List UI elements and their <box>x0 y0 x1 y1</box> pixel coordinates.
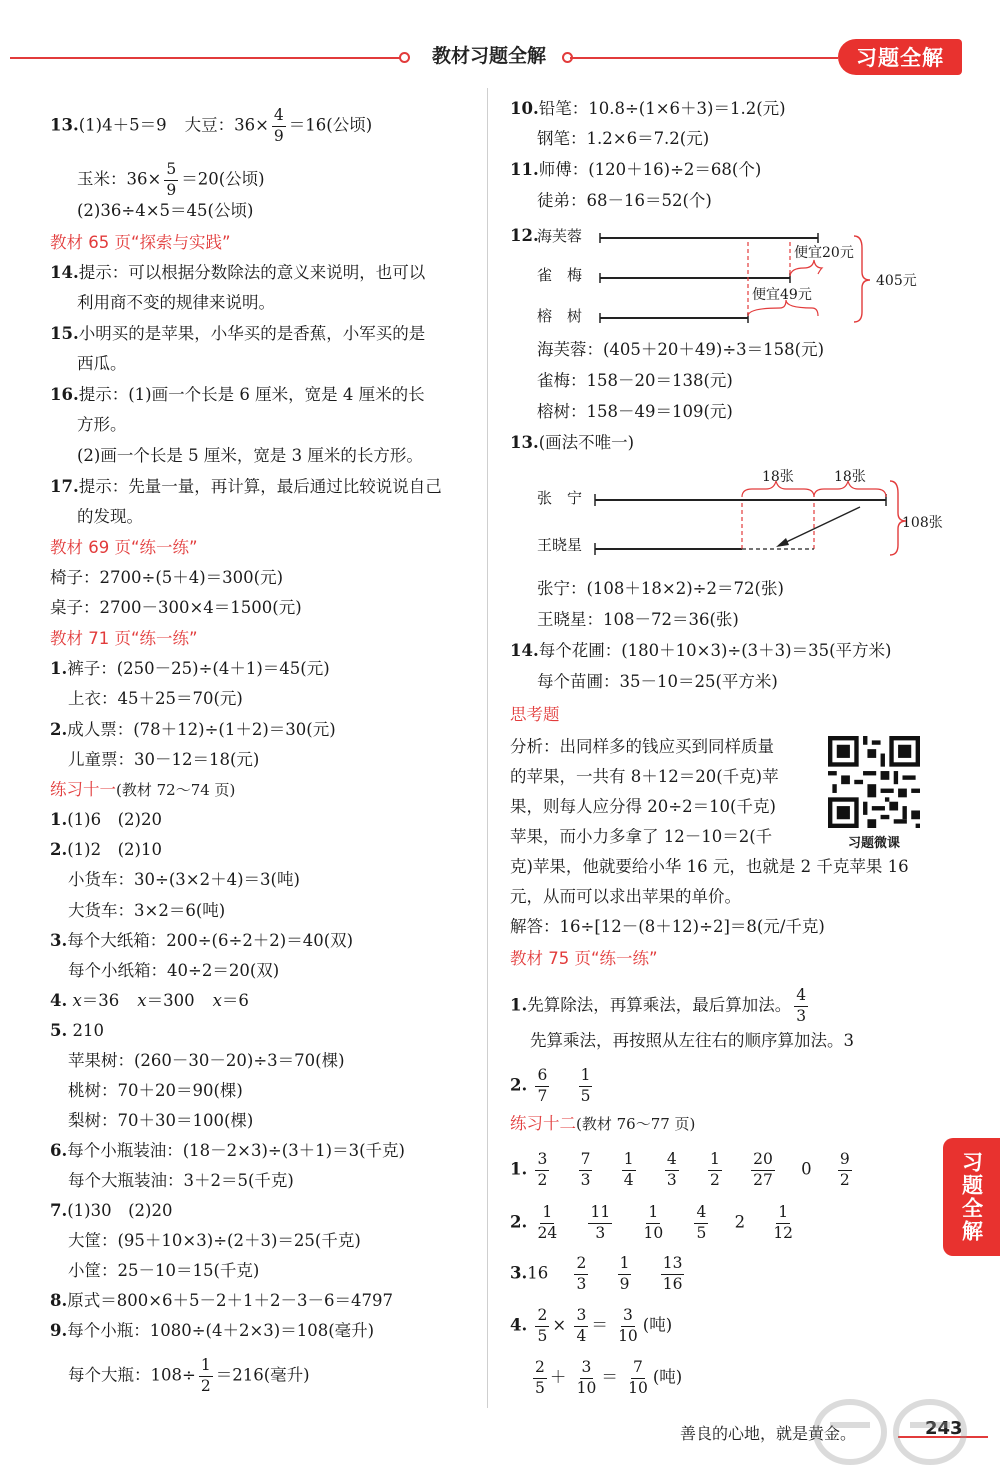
think-analysis-3: 果，则每人应分得 20÷2＝10(千克) <box>510 797 776 816</box>
left-e7-line1: 7.(1)30 (2)20 <box>50 1201 173 1220</box>
diagram12-label-2: 雀 梅 <box>537 266 583 284</box>
side-tab: 习题全解 <box>943 1138 1000 1256</box>
fraction: $\frac{4}{3}$ <box>796 986 807 1025</box>
header-rule-right <box>570 57 838 59</box>
right-r10-line2: 钢笔：1.2×6＝7.2(元) <box>537 129 710 148</box>
fraction: $\frac{5}{9}$ <box>166 160 177 199</box>
section-heading-ex11: 练习十一(教材 72～74 页) <box>50 780 236 799</box>
left-e9-line2: 每个大瓶：108÷ $\frac{1}{2}$ ＝216(毫升) <box>68 1356 310 1395</box>
section-heading-think: 思考题 <box>510 705 560 724</box>
right-x2: 2. $\frac{1}{24}$ $\frac{11}{3}$ $\frac{1}{10}$ $\frac{4}{5}$ 2 $\frac{1}{12}$ <box>510 1203 794 1242</box>
left-e3-line2: 每个小纸箱：40÷2＝20(双) <box>68 961 280 980</box>
fraction: $\frac{1}{4}$ <box>623 1150 634 1189</box>
fraction: $\frac{2}{5}$ <box>537 1306 548 1345</box>
left-q13-line3: (2)36÷4×5＝45(公顷) <box>77 201 254 220</box>
fraction: $\frac{1}{24}$ <box>537 1203 558 1242</box>
section-heading-69: 教材 69 页“练一练” <box>50 538 198 557</box>
fraction: $\frac{4}{9}$ <box>273 106 284 145</box>
fraction: $\frac{2}{3}$ <box>576 1254 587 1293</box>
fraction: $\frac{1}{2}$ <box>709 1150 720 1189</box>
fraction: $\frac{3}{4}$ <box>576 1306 587 1345</box>
diagram12-label-1: 海芙蓉 <box>537 227 583 245</box>
left-q15-line1: 15.小明买的是苹果，小华买的是香蕉，小军买的是 <box>50 324 426 343</box>
right-r12-ans2: 雀梅：158－20＝138(元) <box>537 371 733 390</box>
left-e7-line3: 小筐：25－10＝15(千克) <box>68 1261 260 1280</box>
diagram13-label-18b: 18张 <box>834 469 866 485</box>
left-e6-line2: 每个大瓶装油：3＋2＝5(千克) <box>68 1171 294 1190</box>
right-s1-line1: 1.先算除法，再算乘法，最后算加法。 $\frac{4}{3}$ <box>510 986 807 1025</box>
fraction: $\frac{4}{5}$ <box>696 1203 707 1242</box>
section-heading-ex12: 练习十二(教材 76～77 页) <box>510 1114 696 1133</box>
left-69-line1: 椅子：2700÷(5＋4)＝300(元) <box>50 568 284 587</box>
fraction: $\frac{20}{27}$ <box>753 1150 773 1189</box>
header-dot-left <box>399 52 410 63</box>
right-r13-ans2: 王晓星：108－72＝36(张) <box>537 610 739 629</box>
column-divider <box>487 88 488 1408</box>
header-title: 教材习题全解 <box>431 45 546 67</box>
diagram13-label-18a: 18张 <box>762 469 794 485</box>
left-p2-line2: 儿童票：30－12＝18(元) <box>68 750 260 769</box>
left-e1: 1.(1)6 (2)20 <box>50 810 162 829</box>
left-e4: 4. x＝36 x＝300 x＝6 <box>50 991 249 1010</box>
diagram13-total: 108张 <box>902 515 943 531</box>
fraction: $\frac{3}{2}$ <box>537 1150 548 1189</box>
left-p2-line1: 2.成人票：(78＋12)÷(1＋2)＝30(元) <box>50 720 336 739</box>
footer-motto: 善良的心地，就是黄金。 <box>680 1424 857 1443</box>
left-q17-line2: 的发现。 <box>77 507 143 526</box>
header-badge: 习题全解 <box>838 39 962 75</box>
left-q13-line2: 玉米：36× $\frac{5}{9}$ ＝20(公顷) <box>77 160 265 199</box>
fraction: $\frac{1}{10}$ <box>643 1203 664 1242</box>
diagram12-cheaper-49: 便宜49元 <box>752 287 812 303</box>
watermark-logo-icon <box>790 1392 990 1477</box>
left-q14-line2: 利用商不变的规律来说明。 <box>77 293 275 312</box>
diagram12-total: 405元 <box>876 273 917 289</box>
right-x4-line2: $\frac{2}{5}$ ＋ $\frac{3}{10}$ ＝ $\frac{7}{10}$ (吨) <box>535 1358 683 1397</box>
line-segment-diagram-13 <box>590 475 910 560</box>
left-e7-line2: 大筐：(95＋10×3)÷(2＋3)＝25(千克) <box>68 1231 361 1250</box>
section-heading-75: 教材 75 页“练一练” <box>510 949 658 968</box>
right-r12-num: 12. <box>510 226 539 245</box>
section-heading-71: 教材 71 页“练一练” <box>50 629 198 648</box>
left-q16-line1: 16.提示：(1)画一个长是 6 厘米，宽是 4 厘米的长 <box>50 385 425 404</box>
fraction: $\frac{2}{5}$ <box>535 1358 545 1397</box>
left-e5-line2: 苹果树：(260－30－20)÷3＝70(棵) <box>68 1051 345 1070</box>
left-q16-line3: (2)画一个长是 5 厘米，宽是 3 厘米的长方形。 <box>77 446 423 465</box>
left-e2-line2: 小货车：30÷(3×2＋4)＝3(吨) <box>68 870 300 889</box>
left-p1-line1: 1.裤子：(250－25)÷(4＋1)＝45(元) <box>50 659 330 678</box>
diagram12-label-3: 榕 树 <box>537 307 583 325</box>
left-e5-line3: 桃树：70＋20＝90(棵) <box>68 1081 243 1100</box>
fraction: $\frac{11}{3}$ <box>590 1203 611 1242</box>
left-q16-line2: 方形。 <box>77 415 127 434</box>
left-e8: 8.原式＝800×6＋5－2＋1＋2－3－6＝4797 <box>50 1291 394 1310</box>
left-e2-line1: 2.(1)2 (2)10 <box>50 840 162 859</box>
fraction: $\frac{6}{7}$ <box>537 1066 548 1105</box>
fraction: $\frac{7}{3}$ <box>580 1150 591 1189</box>
left-q15-line2: 西瓜。 <box>77 354 127 373</box>
right-r13-line1: 13.(画法不唯一) <box>510 433 635 452</box>
think-analysis-2: 的苹果，一共有 8＋12＝20(千克)苹 <box>510 767 779 786</box>
right-r14-line1: 14.每个花圃：(180＋10×3)÷(3＋3)＝35(平方米) <box>510 641 892 660</box>
fraction: $\frac{1}{12}$ <box>773 1203 794 1242</box>
right-r10-line1: 10.铅笔：10.8÷(1×6＋3)＝1.2(元) <box>510 99 786 118</box>
left-q17-line1: 17.提示：先量一量，再计算，最后通过比较说说自己 <box>50 477 442 496</box>
fraction: $\frac{3}{10}$ <box>618 1306 638 1345</box>
section-heading-65: 教材 65 页“探索与实践” <box>50 233 231 252</box>
fraction: $\frac{7}{10}$ <box>628 1358 648 1397</box>
right-r12-ans3: 榕树：158－49＝109(元) <box>537 402 733 421</box>
fraction: $\frac{13}{16}$ <box>662 1254 683 1293</box>
think-analysis-5: 克)苹果，他就要给小华 16 元，也就是 2 千克苹果 16 <box>510 857 909 876</box>
left-e3-line1: 3.每个大纸箱：200÷(6÷2＋2)＝40(双) <box>50 931 354 950</box>
diagram13-label-1: 张 宁 <box>537 489 583 507</box>
think-analysis-1: 分析：出同样多的钱应买到同样质量 <box>510 737 774 756</box>
right-r14-line2: 每个苗圃：35－10＝25(平方米) <box>537 672 778 691</box>
fraction: $\frac{3}{10}$ <box>576 1358 597 1397</box>
fraction: $\frac{9}{2}$ <box>839 1150 850 1189</box>
think-analysis-6: 元，从而可以求出苹果的单价。 <box>510 887 741 906</box>
left-q13-line1: 13.(1)4＋5＝9 大豆：36× $\frac{4}{9}$ ＝16(公顷) <box>50 106 373 145</box>
think-analysis-4: 苹果，而小力多拿了 12－10＝2(千 <box>510 827 773 846</box>
page-number: 243 <box>925 1418 963 1439</box>
think-answer: 解答：16÷[12－(8＋12)÷2]＝8(元/千克) <box>510 917 825 936</box>
fraction: $\frac{1}{2}$ <box>200 1356 211 1395</box>
diagram13-label-2: 王晓星 <box>537 536 583 554</box>
fraction: $\frac{1}{5}$ <box>580 1066 591 1105</box>
right-s2: 2. $\frac{6}{7}$ $\frac{1}{5}$ <box>510 1066 591 1105</box>
left-e6-line1: 6.每个小瓶装油：(18－2×3)÷(3＋1)＝3(千克) <box>50 1141 405 1160</box>
qr-code-icon[interactable] <box>828 736 920 828</box>
left-e5-line4: 梨树：70＋30＝100(棵) <box>68 1111 254 1130</box>
right-r11-line1: 11.师傅：(120＋16)÷2＝68(个) <box>510 160 762 179</box>
left-e5-line1: 5. 210 <box>50 1021 104 1040</box>
left-69-line2: 桌子：2700－300×4＝1500(元) <box>50 598 302 617</box>
fraction: $\frac{1}{9}$ <box>619 1254 630 1293</box>
qr-caption: 习题微课 <box>847 836 900 851</box>
right-s1-line2: 先算乘法，再按照从左往右的顺序算加法。3 <box>530 1031 854 1050</box>
right-x3: 3.16 $\frac{2}{3}$ $\frac{1}{9}$ $\frac{13}{16}$ <box>510 1254 683 1293</box>
right-r12-ans1: 海芙蓉：(405＋20＋49)÷3＝158(元) <box>537 340 825 359</box>
header-rule-left <box>10 57 402 59</box>
left-p1-line2: 上衣：45＋25＝70(元) <box>68 689 243 708</box>
left-e9-line1: 9.每个小瓶：1080÷(4＋2×3)＝108(毫升) <box>50 1321 375 1340</box>
right-x1: 1. $\frac{3}{2}$ $\frac{7}{3}$ $\frac{1}{4}$ $\frac{4}{3}$ $\frac{1}{2}$ $\frac{20}{27}$ 0 $\frac{9}{2}$ <box>510 1150 850 1189</box>
right-r11-line2: 徒弟：68－16＝52(个) <box>537 191 712 210</box>
right-r13-ans1: 张宁：(108＋18×2)÷2＝72(张) <box>537 579 784 598</box>
left-q14-line1: 14.提示：可以根据分数除法的意义来说明，也可以 <box>50 263 426 282</box>
right-x4-line1: 4. $\frac{2}{5}$ × $\frac{3}{4}$ ＝ $\frac{3}{10}$ (吨) <box>510 1306 673 1345</box>
fraction: $\frac{4}{3}$ <box>666 1150 677 1189</box>
left-e2-line3: 大货车：3×2＝6(吨) <box>68 901 226 920</box>
diagram12-cheaper-20: 便宜20元 <box>794 245 854 261</box>
